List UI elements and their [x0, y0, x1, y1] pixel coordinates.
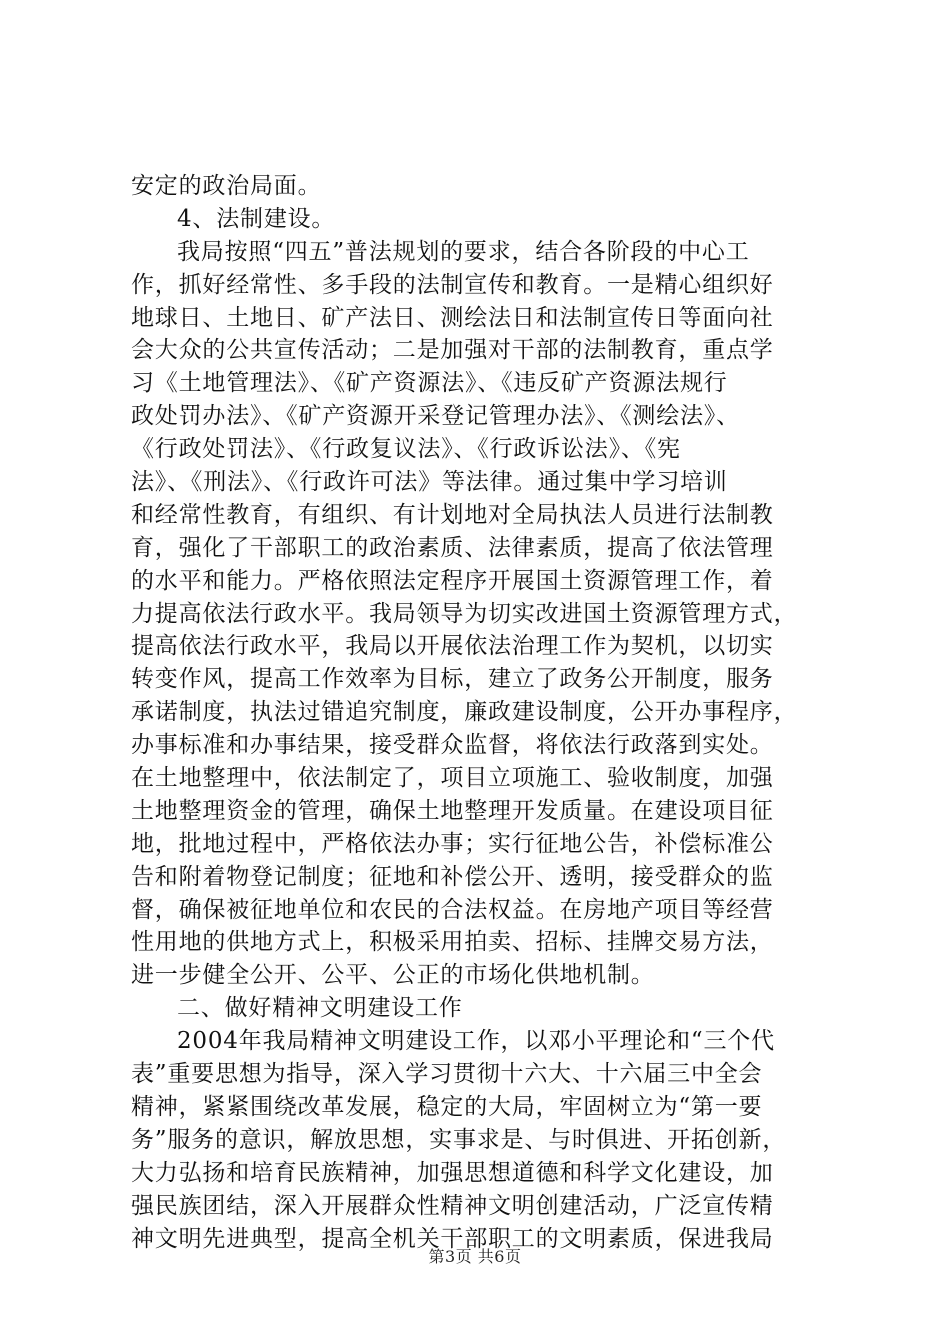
text-line: 大力弘扬和培育民族精神，加强思想道德和科学文化建设，加: [131, 1159, 774, 1186]
document-body: [131, 170, 831, 1255]
text-line: 告和附着物登记制度；征地和补偿公开、透明，接受群众的监: [131, 863, 774, 890]
text-line: 办事标准和办事结果，接受群众监督，将依法行政落到实处。: [131, 732, 774, 759]
text-line: 力提高依法行政水平。我局领导为切实改进国土资源管理方式，: [131, 600, 798, 627]
page-number: 第3页 共6页: [428, 1247, 522, 1266]
text-line: 转变作风，提高工作效率为目标，建立了政务公开制度，服务: [131, 666, 774, 693]
text-line: 督，确保被征地单位和农民的合法权益。在房地产项目等经营: [131, 896, 774, 923]
text-line: 精神，紧紧围绕改革发展，稳定的大局，牢固树立为“第一要: [131, 1093, 763, 1120]
text-line: 提高依法行政水平，我局以开展依法治理工作为契机，以切实: [131, 633, 774, 660]
text-line: 在土地整理中，依法制定了，项目立项施工、验收制度，加强: [131, 765, 774, 792]
text-line: 育，强化了干部职工的政治素质、法律素质，提高了依法管理: [131, 534, 774, 561]
text-line: 我局按照“四五”普法规划的要求，结合各阶段的中心工: [177, 238, 750, 265]
section-heading: 二、做好精神文明建设工作: [177, 995, 463, 1022]
text-line: 《行政处罚法》、《行政复议法》、《行政诉讼法》、《宪: [131, 436, 681, 463]
text-line: 进一步健全公开、公平、公正的市场化供地机制。: [131, 962, 655, 989]
text-line: 地球日、土地日、矿产法日、测绘法日和法制宣传日等面向社: [131, 304, 774, 331]
text-line: 政处罚办法》、《矿产资源开采登记管理办法》、《测绘法》、: [131, 403, 740, 430]
text-line: 会大众的公共宣传活动；二是加强对干部的法制教育，重点学: [131, 337, 774, 364]
text-line: 作，抓好经常性、多手段的法制宣传和教育。一是精心组织好: [131, 271, 774, 298]
text-line: 地，批地过程中，严格依法办事；实行征地公告，补偿标准公: [131, 830, 774, 857]
text-line: 安定的政治局面。: [131, 173, 322, 199]
text-line: 土地整理资金的管理，确保土地整理开发质量。在建设项目征: [131, 797, 774, 824]
text-line: 和经常性教育，有组织、有计划地对全局执法人员进行法制教: [131, 501, 774, 528]
text-line: 承诺制度，执法过错追究制度，廉政建设制度，公开办事程序，: [131, 699, 798, 726]
text-line: 的水平和能力。严格依照法定程序开展国土资源管理工作，着: [131, 567, 774, 594]
text-line: 表”重要思想为指导，深入学习贯彻十六大、十六届三中全会: [131, 1061, 763, 1088]
section-heading: 4、法制建设。: [177, 205, 336, 232]
text-line: 神文明先进典型，提高全机关干部职工的文明素质，保进我局: [131, 1225, 774, 1252]
text-line: 2004年我局精神文明建设工作，以邓小平理论和“三个代: [177, 1028, 775, 1055]
text-line: 强民族团结，深入开展群众性精神文明创建活动，广泛宣传精: [131, 1192, 774, 1219]
text-line: 法》、《刑法》、《行政许可法》等法律。通过集中学习培训: [131, 469, 728, 496]
text-line: 务”服务的意识，解放思想，实事求是、与时俱进、开拓创新，: [131, 1126, 787, 1153]
text-line: 习《土地管理法》、《矿产资源法》、《违反矿产资源法规行: [131, 370, 728, 397]
text-line: 性用地的供地方式上，积极采用拍卖、招标、挂牌交易方法，: [131, 929, 774, 956]
